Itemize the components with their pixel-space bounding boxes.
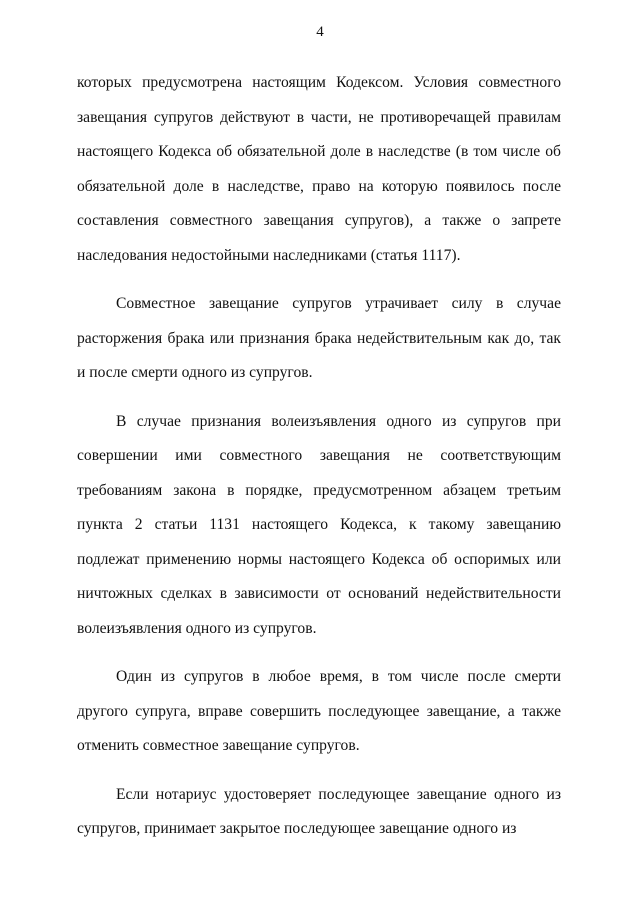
paragraph: Совместное завещание супругов утрачивает силу в случае расторжения брака или признания брака недействительным как до, так и после смерти одного из супругов. <box>77 295 561 381</box>
paragraph: Один из супругов в любое время, в том числе после смерти другого супруга, вправе совершить последующее завещание, а также отменить совместное завещание супругов. <box>77 668 561 754</box>
paragraph: которых предусмотрена настоящим Кодексом. Условия совместного завещания супругов действуют в части, не противоречащей правилам настоящего Кодекса об обязательной доле в наследстве (в том числе об обязательной доле в наследстве, право на которую появилось после составления совместного завещания супругов), а также о запрете наследования недостойными наследниками (статья 1117). <box>77 74 561 264</box>
document-body <box>77 66 561 861</box>
page-number: 4 <box>316 24 324 40</box>
paragraph: В случае признания волеизъявления одного из супругов при совершении ими совместного завещания не соответствующим требованиям закона в порядке, предусмотренном абзацем третьим пункта 2 статьи 1131 настоящего Кодекса, к такому завещанию подлежат применению нормы настоящего Кодекса об оспоримых или ничтожных сделках в зависимости от оснований недействительности волеизъявления одного из супругов. <box>77 412 561 637</box>
paragraph: Если нотариус удостоверяет последующее завещание одного из супругов, принимает закрытое последующее завещание одного из <box>77 785 561 837</box>
